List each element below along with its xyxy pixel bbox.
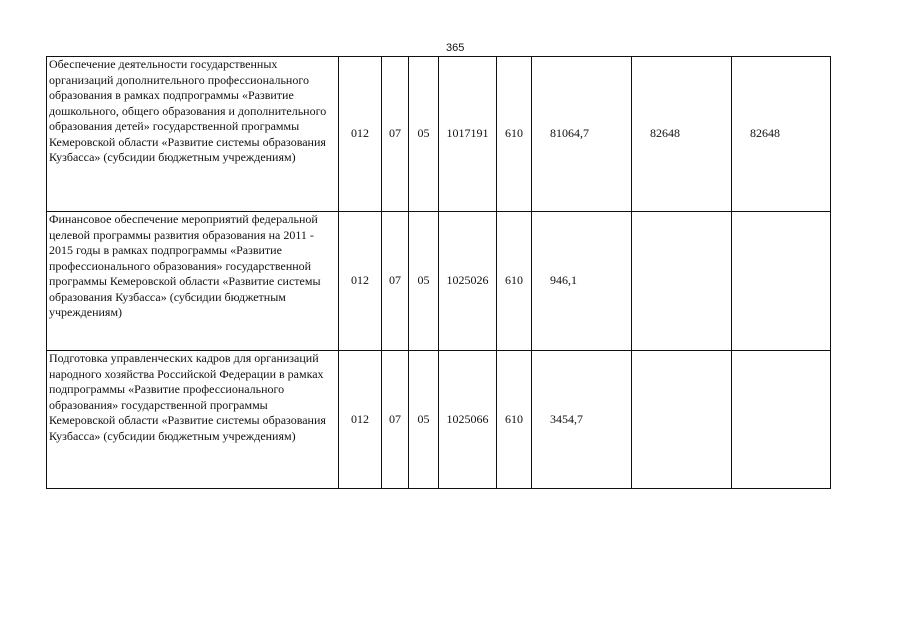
amount-year-3: 82648 [732,57,831,212]
amount-year-3 [732,351,831,489]
target-item-code: 1025026 [439,212,497,351]
table-row [47,351,831,489]
amount-year-2 [632,212,732,351]
section-code: 07 [382,351,409,489]
page-number: 365 [446,42,465,54]
expense-type-code: 610 [497,212,532,351]
target-item-code: 1017191 [439,57,497,212]
amount-year-1: 946,1 [532,212,632,351]
amount-year-3 [732,212,831,351]
section-code: 07 [382,212,409,351]
subsection-code: 05 [409,351,439,489]
table-row [47,212,831,351]
row-description: Подготовка управленческих кадров для организаций народного хозяйства Российской Федерации в рамках подпрограммы «Развитие профессионального образования» государственной программы Кемеровской области «Развитие системы образования Кузбасса» (субсидии бюджетным учреждениям) [47,351,339,489]
amount-year-2 [632,351,732,489]
budget-table [46,56,831,489]
ministry-code: 012 [339,57,382,212]
target-item-code: 1025066 [439,351,497,489]
amount-year-1: 81064,7 [532,57,632,212]
amount-year-1: 3454,7 [532,351,632,489]
subsection-code: 05 [409,57,439,212]
ministry-code: 012 [339,212,382,351]
expense-type-code: 610 [497,57,532,212]
section-code: 07 [382,57,409,212]
row-description: Обеспечение деятельности государственных организаций дополнительного профессионального образования в рамках подпрограммы «Развитие дошкольного, общего образования и дополнительного образования детей» государственной программы Кемеровской области «Развитие системы образования Кузбасса» (субсидии бюджетным учреждениям) [47,57,339,212]
amount-year-2: 82648 [632,57,732,212]
table-row [47,57,831,212]
expense-type-code: 610 [497,351,532,489]
subsection-code: 05 [409,212,439,351]
row-description: Финансовое обеспечение мероприятий федеральной целевой программы развития образования на 2011 - 2015 годы в рамках подпрограммы «Развитие профессионального образования» государственной программы Кемеровской области «Развитие системы образования Кузбасса» (субсидии бюджетным учреждениям) [47,212,339,351]
ministry-code: 012 [339,351,382,489]
